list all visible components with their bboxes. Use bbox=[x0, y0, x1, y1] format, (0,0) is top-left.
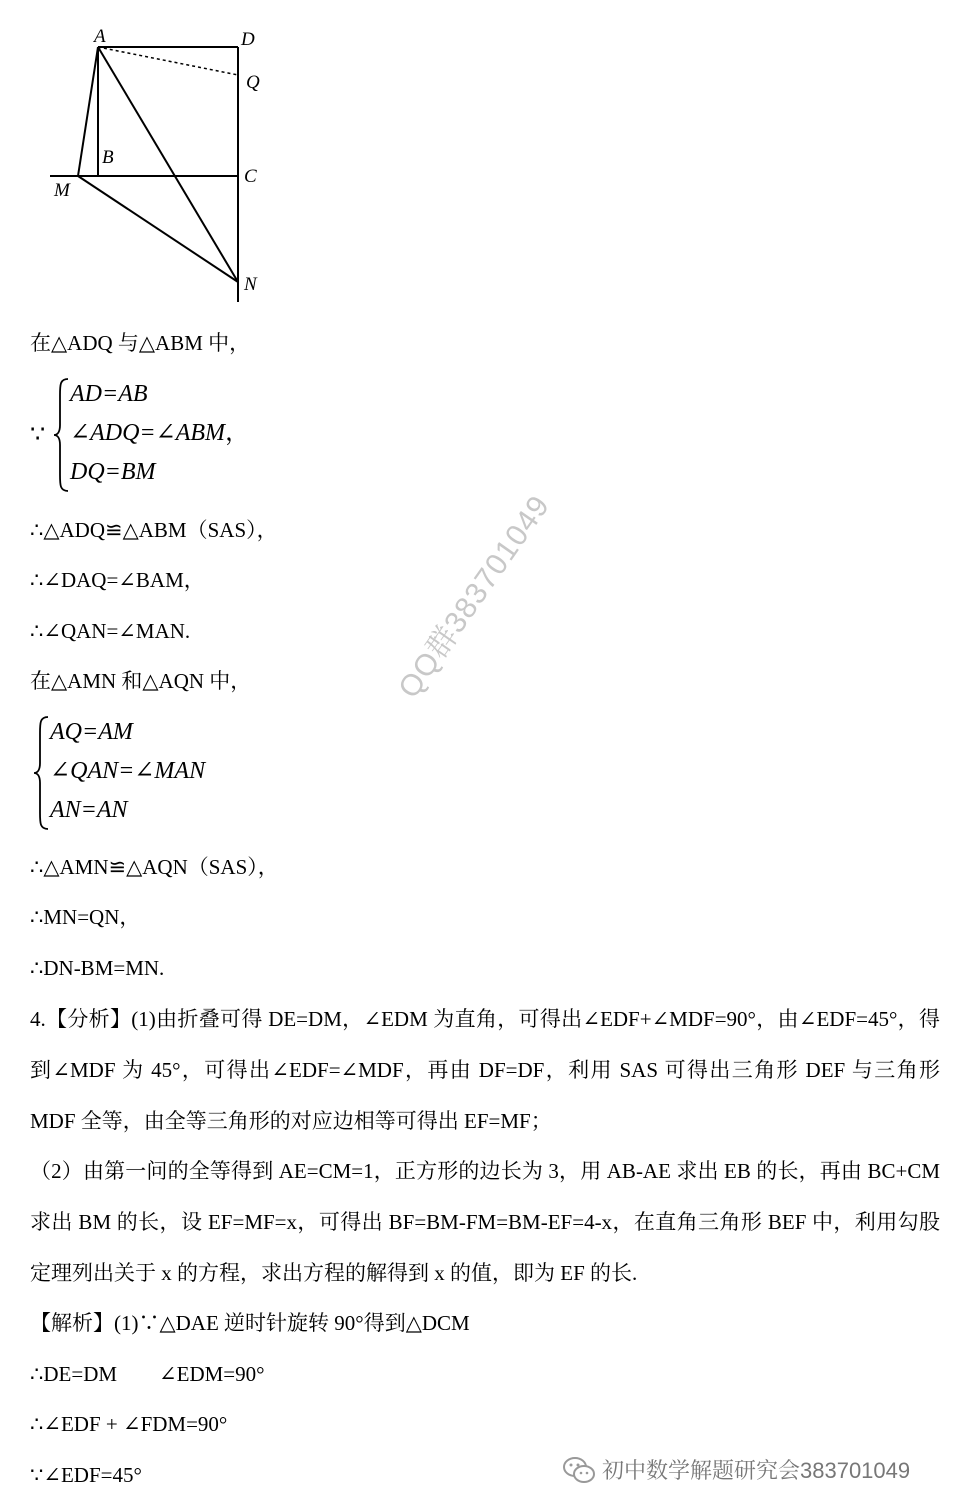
label-b: B bbox=[102, 147, 114, 168]
brace-icon bbox=[52, 375, 70, 495]
text-line: ∴DN-BM=MN. bbox=[30, 956, 165, 980]
label-q: Q bbox=[246, 72, 260, 93]
equation-system-2 bbox=[32, 713, 272, 833]
equation-row: ∠ADQ=∠ABM， bbox=[70, 420, 250, 446]
watermark: QQ群383701049 bbox=[392, 489, 557, 705]
text-line: 在△AMN 和△AQN 中， bbox=[30, 669, 252, 693]
geometry-figure bbox=[40, 20, 280, 310]
text-line: ∴∠DAQ=∠BAM， bbox=[30, 568, 205, 592]
label-c: C bbox=[244, 166, 257, 187]
equation-row: ∠QAN=∠MAN bbox=[50, 758, 206, 784]
solution-line: ∵∠EDF=45° bbox=[30, 1463, 142, 1487]
equation-row: AD=AB bbox=[70, 381, 148, 407]
text-line: ∴MN=QN， bbox=[30, 905, 141, 929]
solution-line: ∴DE=DM ∠EDM=90° bbox=[30, 1362, 265, 1386]
brand-text: 初中数学解题研究会383701049 bbox=[602, 1458, 911, 1483]
text-line: ∴△ADQ≌△ABM（SAS）， bbox=[30, 518, 278, 542]
solution-line: ∴∠EDF + ∠FDM=90° bbox=[30, 1412, 228, 1436]
label-m: M bbox=[54, 180, 70, 201]
brace-icon bbox=[32, 713, 50, 833]
text-line: ∴∠QAN=∠MAN. bbox=[30, 619, 191, 643]
text-line: ∴△AMN≌△AQN（SAS）， bbox=[30, 855, 279, 879]
equation-system-1 bbox=[52, 375, 292, 495]
equation-row: AQ=AM bbox=[50, 719, 133, 745]
analysis-paragraph: 4.【分析】(1)由折叠可得 DE=DM，∠EDM 为直角，可得出∠EDF+∠MDF=90°，由∠EDF=45°，得到∠MDF 为 45°，可得出∠EDF=∠MDF，再由 DF=DF，利用 SAS 可得出三角形 DEF 与三角形 MDF 全等，由全等三角形的对应边相等可得出 EF=MF； bbox=[30, 1007, 940, 1133]
wechat-icon bbox=[562, 1455, 596, 1485]
label-d: D bbox=[241, 29, 255, 50]
equation-row: DQ=BM bbox=[70, 459, 156, 485]
label-n: N bbox=[244, 274, 257, 295]
footer-brand bbox=[562, 1454, 910, 1485]
geometry-diagram bbox=[40, 20, 280, 310]
label-a: A bbox=[94, 26, 106, 47]
text-line: 在△ADQ 与△ABM 中， bbox=[30, 331, 251, 355]
equation-row: AN=AN bbox=[50, 797, 128, 823]
because-symbol: ∵ bbox=[30, 422, 46, 448]
solution-line: 【解析】(1)∵△DAE 逆时针旋转 90°得到△DCM bbox=[30, 1311, 470, 1335]
analysis-paragraph-2: （2）由第一问的全等得到 AE=CM=1，正方形的边长为 3，用 AB-AE 求出 EB 的长，再由 BC+CM 求出 BM 的长，设 EF=MF=x，可得出 BF=BM-FM=BM-EF=4-x，在直角三角形 BEF 中，利用勾股定理列出关于 x 的方程，求出方程的解得到 x 的值，即为 EF 的长. bbox=[30, 1159, 940, 1285]
